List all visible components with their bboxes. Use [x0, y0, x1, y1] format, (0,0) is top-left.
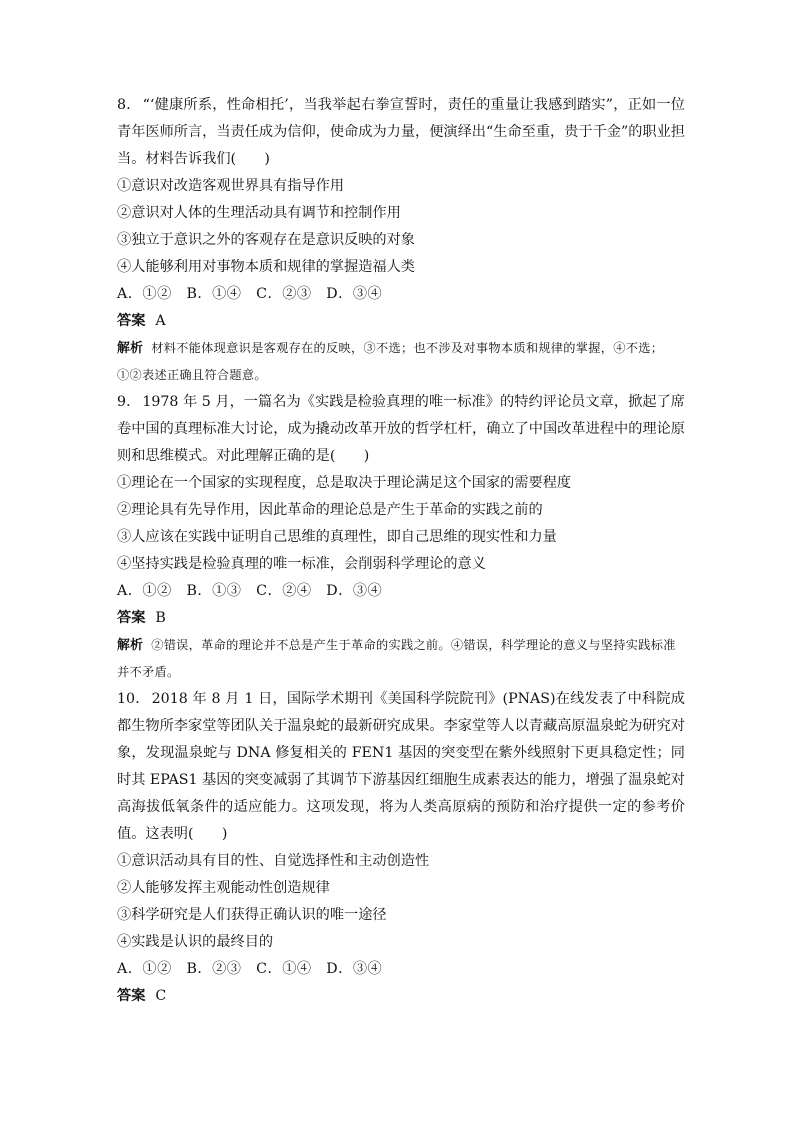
question-text: 2018 年 8 月 1 日，国际学术期刊《美国科学院院刊》(PNAS)在线发表了中科院成都生物所李家堂等团队关于温泉蛇的最新研究成果。李家堂等人以青藏高原温泉蛇为研究对象，发现温泉蛇与 DNA 修复相关的 FEN1 基因的突变型在紫外线照射下更具稳定性；同时其 EPAS1 基因的突变减弱了其调节下游基因红细胞生成素表达的能力，增强了温泉蛇对高海拔低氧条件的适应能力。这项发现，将为人类高原病的预防和治疗提供一定的参考价值。这表明( ) [117, 691, 685, 842]
option-item: ②意识对人体的生理活动具有调节和控制作用 [117, 205, 401, 221]
option-item: ①意识对改造客观世界具有指导作用 [117, 178, 345, 194]
option-item: ①意识活动具有目的性、自觉选择性和主动创造性 [117, 853, 430, 869]
question-10 [117, 686, 685, 1010]
option-item: ④人能够利用对事物本质和规律的掌握造福人类 [117, 259, 415, 275]
answer-value: B [155, 610, 166, 626]
answer-value: A [155, 313, 166, 329]
question-stem [117, 92, 685, 173]
question-stem [117, 686, 685, 848]
answer-line [117, 308, 685, 335]
answer-choices: A．①② B．①③ C．②④ D．③④ [117, 583, 383, 599]
option-item: ②理论具有先导作用，因此革命的理论总是产生于革命的实践之前的 [117, 502, 543, 518]
answer-line [117, 983, 685, 1010]
option-item: ①理论在一个国家的实现程度，总是取决于理论满足这个国家的需要程度 [117, 475, 572, 491]
option-item: ③人应该在实践中证明自己思维的真理性，即自己思维的现实性和力量 [117, 529, 557, 545]
option-item: ②人能够发挥主观能动性创造规律 [117, 880, 330, 896]
question-9 [117, 389, 685, 686]
analysis-label: 解析 [117, 341, 144, 356]
question-number: 8． [117, 97, 141, 113]
analysis-label: 解析 [117, 638, 144, 653]
page-content [117, 92, 685, 1010]
answer-choices: A．①② B．②③ C．①④ D．③④ [117, 961, 383, 977]
question-number: 10． [117, 691, 150, 707]
option-item: ③科学研究是人们获得正确认识的唯一途径 [117, 907, 387, 923]
analysis-line [117, 335, 685, 389]
answer-choices: A．①② B．①④ C．②③ D．③④ [117, 286, 383, 302]
option-item: ③独立于意识之外的客观存在是意识反映的对象 [117, 232, 415, 248]
answer-label: 答案 [117, 988, 146, 1004]
option-item: ④实践是认识的最终目的 [117, 934, 274, 950]
answer-label: 答案 [117, 610, 146, 626]
option-item: ④坚持实践是检验真理的唯一标准，会削弱科学理论的意义 [117, 556, 486, 572]
question-stem [117, 389, 685, 470]
question-8 [117, 92, 685, 389]
question-number: 9． [117, 394, 141, 410]
analysis-line [117, 632, 685, 686]
answer-line [117, 605, 685, 632]
answer-value: C [155, 988, 167, 1004]
analysis-text: ②错误，革命的理论并不总是产生于革命的实践之前。④错误，科学理论的意义与坚持实践标准并不矛盾。 [117, 638, 676, 679]
answer-label: 答案 [117, 313, 146, 329]
question-text: “‘健康所系，性命相托’，当我举起右拳宣誓时，责任的重量让我感到踏实”，正如一位青年医师所言，当责任成为信仰，使命成为力量，便演绎出“生命至重，贵于千金”的职业担当。材料告诉我们( ) [117, 97, 685, 167]
question-text: 1978 年 5 月，一篇名为《实践是检验真理的唯一标准》的特约评论员文章，掀起了席卷中国的真理标准大讨论，成为撬动改革开放的哲学杠杆，确立了中国改革进程中的理论原则和思维模式。对此理解正确的是( ) [117, 394, 685, 464]
analysis-text: 材料不能体现意识是客观存在的反映，③不选；也不涉及对事物本质和规律的掌握，④不选；①②表述正确且符合题意。 [117, 341, 664, 382]
